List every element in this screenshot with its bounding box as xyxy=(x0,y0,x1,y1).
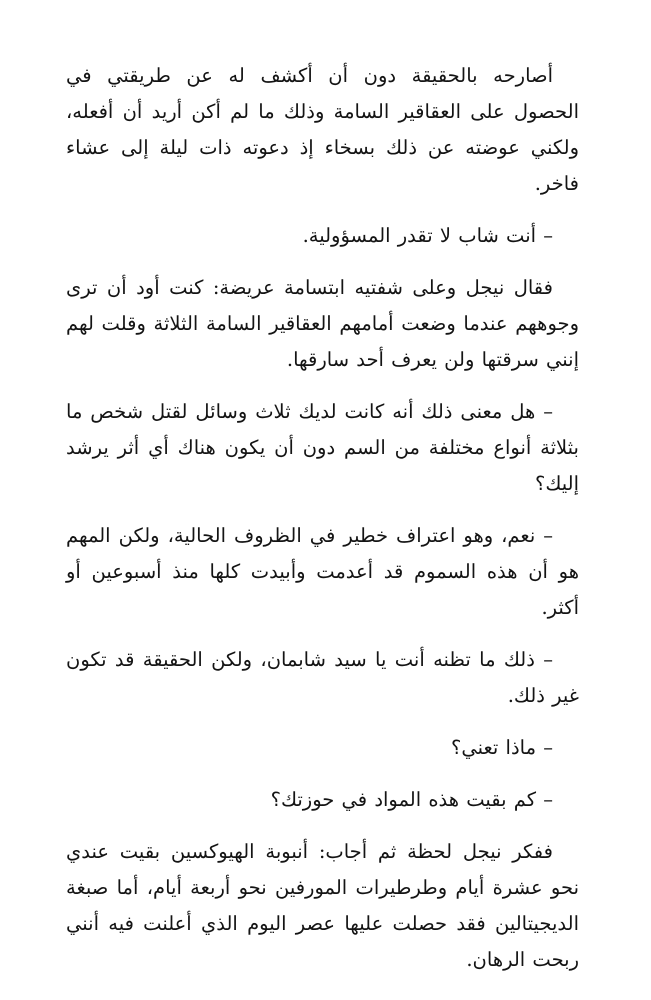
dialogue-irresponsible: – أنت شاب لا تقدر المسؤولية. xyxy=(302,224,553,247)
dialogue-three-means: – هل معنى ذلك أنه كانت لديك ثلاث وسائل لقتل شخص ما بثلاثة أنواع مختلفة من السم دون أن يكون هناك أي أثر يرشد إليك؟ xyxy=(66,400,579,495)
dialogue-mr-chapman: – ذلك ما تظنه أنت يا سيد شابمان، ولكن الحقيقة قد تكون غير ذلك. xyxy=(66,648,579,707)
paragraph-confession: أصارحه بالحقيقة دون أن أكشف له عن طريقتي في الحصول على العقاقير السامة وذلك ما لم أكن أريد أن أفعله، ولكني عوضته عن ذلك بسخاء إذ دعوته ذات ليلة إلى عشاء فاخر. xyxy=(66,64,579,195)
dialogue-confession-serious: – نعم، وهو اعتراف خطير في الظروف الحالية، ولكن المهم هو أن هذه السموم قد أعدمت وأبيدت كلها منذ أسبوعين أو أكثر. xyxy=(66,524,579,619)
dialogue-how-long: – كم بقيت هذه المواد في حوزتك؟ xyxy=(270,788,553,811)
dialogue-what-mean: – ماذا تعني؟ xyxy=(451,736,553,759)
book-page xyxy=(66,58,579,994)
paragraph-nigel-answer: ففكر نيجل لحظة ثم أجاب: أنبوبة الهيوكسين بقيت عندي نحو عشرة أيام وطرطيرات المورفين نحو أربعة أيام، أما صبغة الديجيتالين فقد حصلت عليها عصر اليوم الذي أعلنت فيه أنني ربحت الرهان. xyxy=(66,840,579,971)
paragraph-nigel-smile: فقال نيجل وعلى شفتيه ابتسامة عريضة: كنت أود أن ترى وجوههم عندما وضعت أمامهم العقاقير السامة الثلاثة وقلت لهم إنني سرقتها ولن يعرف أحد سارقها. xyxy=(66,276,579,371)
